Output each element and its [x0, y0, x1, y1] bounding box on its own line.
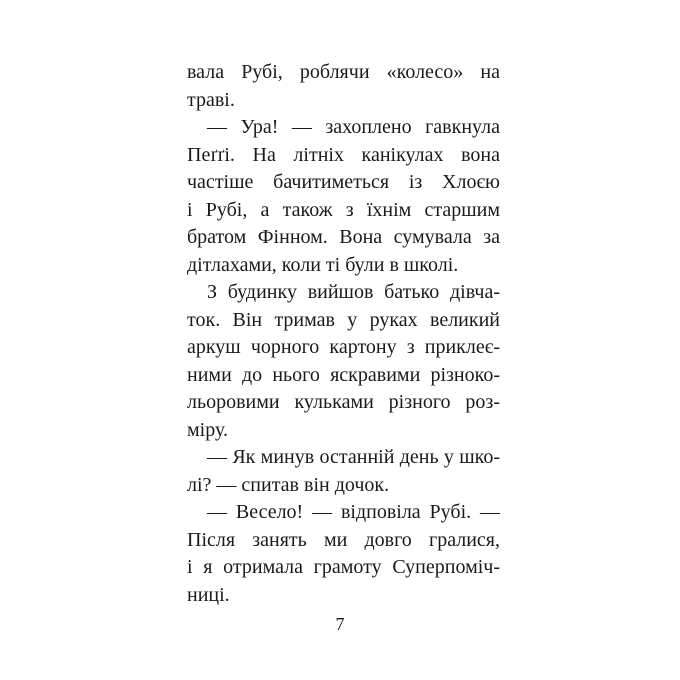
- text-line: дітлахами, коли ті були в школі.: [187, 253, 459, 276]
- page-number: 7: [335, 614, 345, 634]
- body-text: [187, 59, 500, 609]
- text-line: аркуш чорного картону з приклеє-: [187, 336, 500, 358]
- text-line: — Весело! — відповіла Рубі. —: [207, 501, 500, 523]
- text-line: льоровими кульками різного роз-: [187, 391, 500, 413]
- text-line: Після занять ми довго гралися,: [187, 528, 500, 551]
- text-line: частіше бачитиметься із Хлоєю: [187, 171, 500, 193]
- text-line: міру.: [187, 418, 228, 441]
- text-line: — Ура! — захоплено гавкнула: [207, 116, 500, 138]
- text-line: ниці.: [187, 583, 230, 606]
- text-line: вала Рубі, роблячи «колесо» на: [187, 61, 500, 83]
- text-line: траві.: [187, 88, 235, 111]
- text-line: Пеґґі. На літніх канікулах вона: [187, 143, 500, 166]
- text-line: ток. Він тримав у руках великий: [187, 308, 500, 331]
- text-line: ними до нього яскравими різноко-: [187, 363, 500, 386]
- text-line: і я отримала грамоту Суперпоміч-: [187, 556, 500, 578]
- text-line: лі? — спитав він дочок.: [187, 473, 390, 496]
- text-line: братом Фінном. Вона сумувала за: [187, 226, 500, 248]
- text-line: і Рубі, а також з їхнім старшим: [187, 198, 500, 221]
- text-line: З будинку вийшов батько дівча-: [207, 281, 500, 303]
- text-line: — Як минув останній день у шко-: [207, 446, 500, 468]
